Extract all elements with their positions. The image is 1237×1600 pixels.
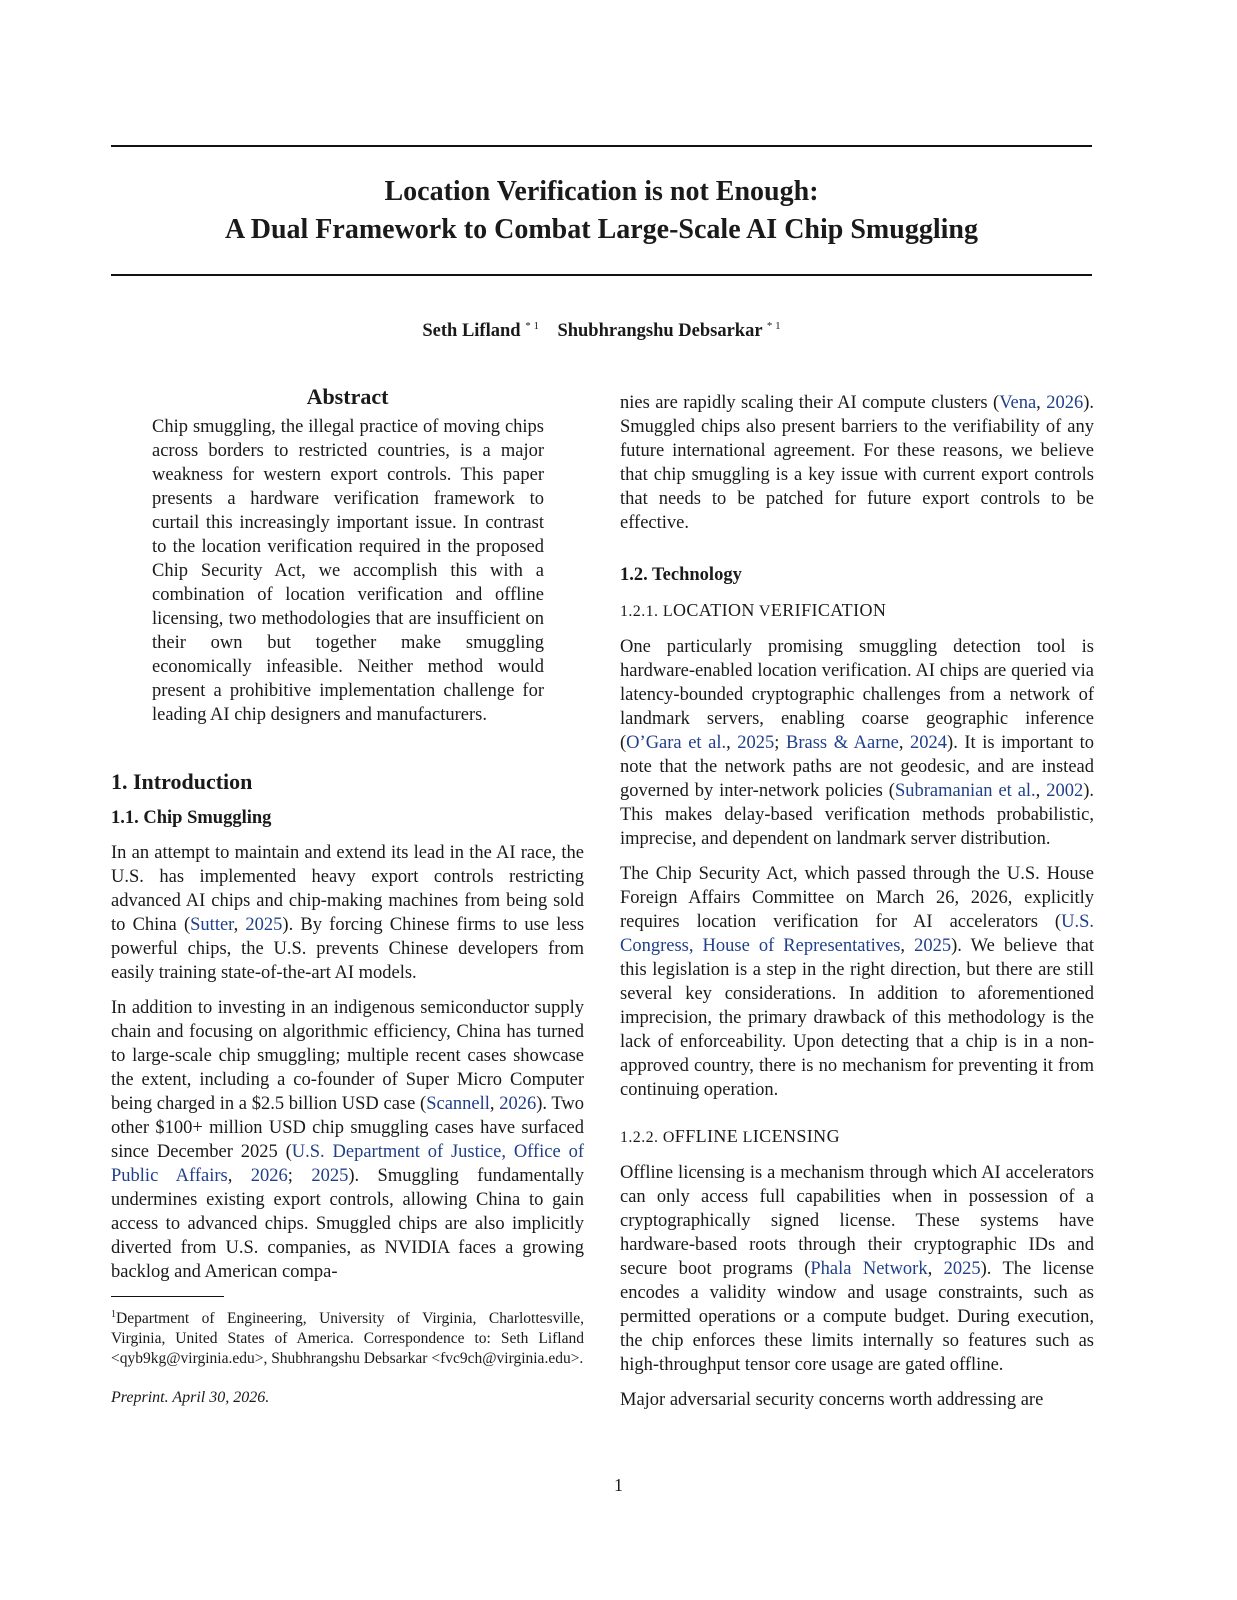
subsubsection-heading-location-verification: 1.2.1. LOCATION VERIFICATION xyxy=(620,600,887,620)
subsubsection-heading-offline-licensing: 1.2.2. OFFLINE LICENSING xyxy=(620,1126,840,1146)
citation-link[interactable]: 2025 xyxy=(245,915,283,935)
paper-title xyxy=(111,173,1092,249)
citation-link[interactable]: 2026 xyxy=(499,1094,537,1114)
citation-link[interactable]: 2026 xyxy=(1046,393,1084,413)
right-column xyxy=(620,391,1094,1423)
citation-link[interactable]: Brass & Aarne xyxy=(786,733,899,753)
left-column xyxy=(111,385,584,1410)
citation-link[interactable]: 2025 xyxy=(737,733,775,753)
paragraph: The Chip Security Act, which passed through the U.S. House Foreign Affairs Committee on March 26, 2026, explicitly requires location verification for AI accelerators (U.S. Congress, House of Representatives, 2025). We believe that this legislation is a step in the right direction, but there are still several key considerations. In addition to aforementioned imprecision, the primary drawback of this methodology is the lack of enforceability. Upon detecting that a chip is in a non-approved country, there is no mechanism for preventing it from continuing operation. xyxy=(620,864,1095,1100)
citation-link[interactable]: Scannell xyxy=(426,1094,490,1114)
author-affiliation-marks: * 1 xyxy=(766,320,781,332)
citation-link[interactable]: Sutter xyxy=(190,915,234,935)
title-line-1: Location Verification is not Enough: xyxy=(384,176,819,207)
author-list xyxy=(111,320,1092,342)
abstract-text: Chip smuggling, the illegal practice of moving chips across borders to restricted countries, is a major weakness for western export controls. This paper presents a hardware verification framework to curtail this increasingly important issue. In contrast to the location verification required in the proposed Chip Security Act, we accomplish this with a combination of location verification and offline licensing, two methodologies that are insufficient on their own but together make smuggling economically infeasible. Neither method would present a prohibitive implementation challenge for leading AI chip designers and manufacturers. xyxy=(152,417,544,725)
footnote-rule xyxy=(111,1296,224,1297)
paragraph: Major adversarial security concerns worth addressing are xyxy=(620,1390,1044,1410)
citation-link[interactable]: U.S. Department of Justice, Office of Public Affairs xyxy=(111,1142,584,1186)
citation-link[interactable]: U.S. Congress, House of Representatives xyxy=(620,912,1094,956)
citation-link[interactable]: Phala Network xyxy=(810,1259,928,1279)
citation-link[interactable]: 2025 xyxy=(311,1166,349,1186)
abstract-body xyxy=(152,415,544,727)
citation-link[interactable]: 2002 xyxy=(1046,781,1084,801)
section-heading-introduction: 1. Introduction xyxy=(111,769,253,794)
paragraph: In addition to investing in an indigenous semiconductor supply chain and focusing on algorithmic efficiency, China has turned to large-scale chip smuggling; multiple recent cases showcase the extent, including a co-founder of Super Micro Computer being charged in a $2.5 billion USD case (Scannell, 2026). Two other $100+ million USD chip smuggling cases have surfaced since December 2025 (U.S. Department of Justice, Office of Public Affairs, 2026; 2025). Smuggling fundamentally undermines existing export controls, allowing China to gain access to advanced chips. Smuggled chips are also implicitly diverted from U.S. companies, as NVIDIA faces a growing backlog and American compa- xyxy=(111,998,585,1282)
abstract-heading: Abstract xyxy=(306,384,389,409)
title-top-rule xyxy=(111,145,1092,147)
citation-link[interactable]: Subramanian et al. xyxy=(894,781,1036,801)
citation-link[interactable]: 2026 xyxy=(250,1166,288,1186)
paragraph: nies are rapidly scaling their AI compute clusters (Vena, 2026). Smuggled chips also present barriers to the verifiability of any future international agreement. For these reasons, we believe that chip smuggling is a key issue with current export controls that needs to be patched for future export controls to be effective. xyxy=(620,393,1094,533)
paragraph: In an attempt to maintain and extend its lead in the AI race, the U.S. has implemented heavy export controls restricting advanced AI chips and chip-making machines from being sold to China (Sutter, 2025). By forcing Chinese firms to use less powerful chips, the U.S. prevents Chinese developers from easily training state-of-the-art AI models. xyxy=(111,843,585,983)
citation-link[interactable]: 2025 xyxy=(943,1259,981,1279)
page-number: 1 xyxy=(614,1475,623,1495)
author-name: Shubhrangshu Debsarkar xyxy=(557,321,763,342)
paragraph: Offline licensing is a mechanism through which AI accelerators can only access full capabilities when in possession of a cryptographically signed license. These systems have hardware-based roots through their cryptographic IDs and secure boot programs (Phala Network, 2025). The license encodes a validity window and usage constraints, such as permitted operations or a compute budget. During execution, the chip enforces these limits internally so features such as high-throughput tensor core usage are gated offline. xyxy=(620,1163,1094,1375)
citation-link[interactable]: Vena xyxy=(999,393,1037,413)
paragraph: One particularly promising smuggling detection tool is hardware-enabled location verification. AI chips are queried via latency-bounded cryptographic challenges from a network of landmark servers, enabling coarse geographic inference (O’Gara et al., 2025; Brass & Aarne, 2024). It is important to note that the network paths are not geodesic, and are instead governed by inter-network policies (Subramanian et al., 2002). This makes delay-based verification methods probabilistic, imprecise, and dependent on landmark server distribution. xyxy=(620,637,1095,849)
title-line-2: A Dual Framework to Combat Large-Scale AI Chip Smuggling xyxy=(225,214,978,245)
preprint-date: Preprint. April 30, 2026. xyxy=(111,1389,270,1407)
subsection-heading-technology: 1.2. Technology xyxy=(620,565,742,585)
citation-link[interactable]: O’Gara et al. xyxy=(626,733,727,753)
subsection-heading-chip-smuggling: 1.1. Chip Smuggling xyxy=(111,808,272,828)
citation-link[interactable]: 2024 xyxy=(910,733,948,753)
citation-link[interactable]: 2025 xyxy=(914,936,952,956)
author-affiliation-marks: * 1 xyxy=(525,320,539,332)
author-name: Seth Lifland xyxy=(422,321,521,342)
title-bottom-rule xyxy=(111,274,1092,276)
affiliation-footnote: $^1$Department of Engineering, University of Virginia, Charlottesville, Virginia, United States of America. Correspondence to: Seth Lifland <qyb9kg@virginia.edu>, Shubhrangshu Debsarkar <fvc9ch@virginia.edu>. xyxy=(111,1309,584,1368)
